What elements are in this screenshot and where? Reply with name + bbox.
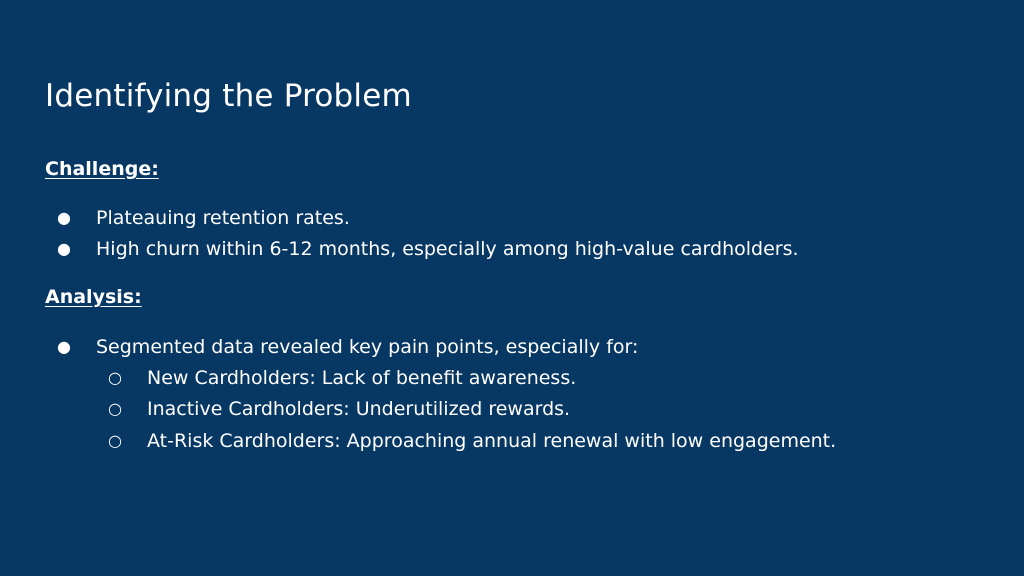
sub-bullet-marker: ○ xyxy=(108,368,122,387)
challenge-heading: Challenge: xyxy=(45,158,159,180)
bullet-marker: ● xyxy=(57,337,71,356)
bullet-text: Plateauing retention rates. xyxy=(96,207,350,229)
analysis-subbullet-3 xyxy=(0,429,1024,453)
slide-title: Identifying the Problem xyxy=(45,78,412,114)
analysis-heading: Analysis: xyxy=(45,286,142,308)
challenge-bullet-1 xyxy=(0,206,1024,230)
bullet-marker: ● xyxy=(57,208,71,227)
challenge-bullet-2 xyxy=(0,237,1024,261)
analysis-bullet-1 xyxy=(0,335,1024,359)
sub-bullet-marker: ○ xyxy=(108,431,122,450)
sub-bullet-text: New Cardholders: Lack of benefit awareness. xyxy=(147,367,577,389)
sub-bullet-marker: ○ xyxy=(108,399,122,418)
analysis-subbullet-1 xyxy=(0,366,1024,390)
sub-bullet-text: Inactive Cardholders: Underutilized rewards. xyxy=(147,398,571,420)
analysis-subbullet-2 xyxy=(0,397,1024,421)
sub-bullet-text: At-Risk Cardholders: Approaching annual renewal with low engagement. xyxy=(147,430,837,452)
bullet-text: Segmented data revealed key pain points, especially for: xyxy=(96,336,639,358)
bullet-text: High churn within 6-12 months, especially among high-value cardholders. xyxy=(96,238,799,260)
bullet-marker: ● xyxy=(57,239,71,258)
